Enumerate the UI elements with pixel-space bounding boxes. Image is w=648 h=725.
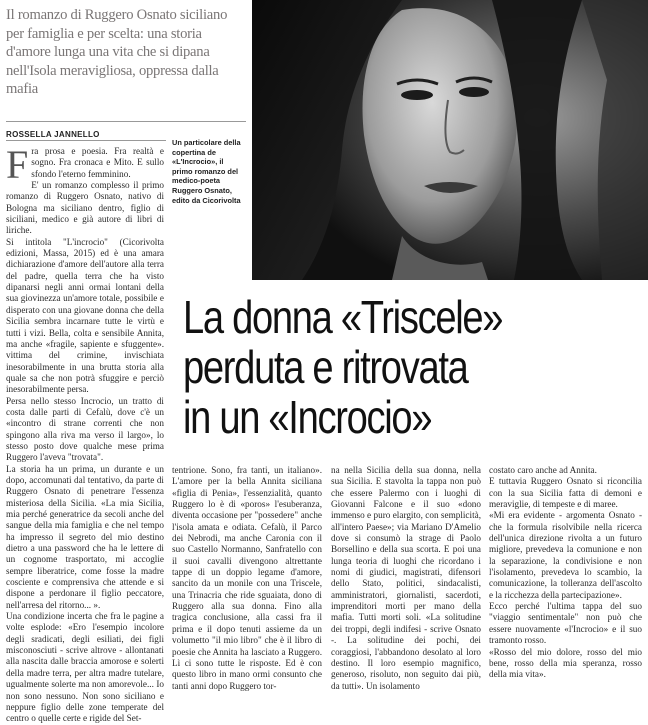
article-paragraph: «Rosso del mio dolore, rosso del mio bene, rosso della mia speranza, rosso della mia vita». (489, 646, 642, 680)
article-paragraph: Persa nello stesso Incrocio, un tratto di costa dalle parti di Cefalù, dove c'è un «incontro di strane correnti che non spingono alla riva ma verso il largo», lo stesso posto dove qualche mese prima Ruggero l'aveva "trovata". (6, 395, 164, 463)
headline-line: perduta e ritrovata (183, 341, 468, 393)
article-paragraph: E tuttavia Ruggero Osnato si riconcilia con la sua Sicilia fatta di demoni e meraviglie, di tempeste e di maree. (489, 476, 642, 510)
portrait-image (252, 0, 648, 280)
article-paragraph: Una condizione incerta che fra le pagine a volte esplode: «Ero l'esempio incolore degli sradicati, degli esiliati, dei figli misconosciuti - scrive altrove - allontanati alla nascita dalle braccia amorose e solerti della madre terra, per altra madre tutelare, ugualmente solerte ma non amorevole... Io non sono nessuno. Non sono siciliano e neppure figlio delle zone temperate del centro o quelle certe e rigide del Set- (6, 611, 164, 724)
article-column-3 (331, 465, 481, 692)
headline (183, 292, 562, 442)
article-paragraph: E' un romanzo complesso il primo romanzo di Ruggero Osnato, nativo di Bologna ma siciliano dentro, figlio di siciliani, medico e già autore di libri di liriche. (6, 180, 164, 236)
article-paragraph: costato caro anche ad Annita. (489, 465, 597, 475)
drop-cap: F (6, 142, 29, 187)
article-paragraph: Ecco perché l'ultima tappa del suo "viaggio sentimentale" non può che essere nuovamente «l'Incrocio» e il suo tramonto rosso. (489, 601, 642, 646)
headline-line: in un «Incrocio» (183, 391, 432, 443)
article-column-1 (6, 142, 164, 725)
photo-caption: Un particolare della copertina de «L'Incrocio», il primo romanzo del medico-poeta Ruggero Osnato, edito da Cicorivolta (172, 138, 241, 205)
divider (6, 140, 166, 141)
article-paragraph: Si intitola "L'incrocio" (Cicorivolta edizioni, Massa, 2015) ed è una amara dichiarazione d'amore dell'autore alla terra del padre, quella terra che ha visto dipanarsi negli anni ormai lontani della sua giovinezza un'amore totale, possibile e disperato con una giovane donna che della Sicilia sembra incarnare tutte le virtù e tutti i vizi. Bella, colta e sensibile Annita, ma anche «fragile, sapiente e sfuggente». vittima del crimine, invischiata inesorabilmente in una brutta storia alla quale sa che non potrà sfuggire e perciò inesorabilmente persa. (6, 236, 164, 395)
article-intro: ra prosa e poesia. Fra realtà e sogno. Fra cronaca e Mito. E sullo sfondo l'eterno femminino. (31, 146, 164, 179)
article-paragraph: na nella Sicilia della sua donna, nella sua Sicilia. E stavolta la tappa non può che essere Palermo con i luoghi di Giovanni Falcone e il suo «dono immenso e puro elargito, con semplicità, all'intero Paese»; via Mariano D'Amelio dove si consumò la strage di Paolo Borsellino e della sua scorta. E poi una lunga teoria di luoghi che ricordano i nomi di giudici, magistrati, difensori dello Stato, politici, sindacalisti, amministratori, giornalisti, sacerdoti, imprenditori morti per mano della mafia. Tutti morti soli. «La solitudine dei troppi, degli indifesi - scrive Osnato -. La solitudine dei pochi, dei coraggiosi, l'abbandono desolato al loro destino. Il loro esempio magnifico, generoso, risoluto, non seguito dai più, da tutti». Un isolamento (331, 465, 481, 691)
headline-line: La donna «Triscele» (183, 291, 503, 343)
article-paragraph: «Mi era evidente - argomenta Osnato - che la formula risolvibile nella ricerca dell'unica direzione rivolta a un futuro migliore, prevedeva la comunione e non la separazione, la condivisione e non l'isolamento, prevedeva lo scambio, la comunicazione, la tolleranza dell'ascolto e la ricchezza della partecipazione». (489, 510, 642, 600)
divider (6, 121, 246, 122)
cover-photo (252, 0, 648, 280)
article-paragraph: tentrione. Sono, fra tanti, un italiano». L'amore per la bella Annita siciliana «figlia di Penia», l'essenzialità, quanto Ruggero lo è di «poros» l'esuberanza, diventa occasione per "possedere" anche l'isola amata e odiata. Cefalù, il Parco dei Nebrodi, ma anche Caronia con il suo Castello Normanno, Sanfratello con il suoi cavalli divengono altrettante tappe di un doppio legame d'amore, sancito da un monile con una Triscele, una Trinacria che ride sguaiata, dono di Ruggero alla sua donna. Fino alla tragica conclusione, alla cassi fra il prima e il dopo tenuti assieme da un volumetto "il mio libro" che è il libro di poesie che Annita ha lasciato a Ruggero. Lì ci sono tutte le risposte. Ed è con questo libro in mano ormi consunto che tanti anni dopo Ruggero tor- (172, 465, 322, 691)
article-column-4 (489, 465, 642, 681)
author-byline: ROSSELLA JANNELLO (6, 130, 100, 139)
article-column-2 (172, 465, 322, 692)
article-paragraph: La storia ha un prima, un durante e un dopo, accomunati dal tentativo, da parte di Ruggero Osnato di penetrare l'essenza misteriosa della Sicilia. «La mia Sicilia, mia perché generatrice da secoli anche del sangue della mia famiglia e che nel tempo ha impresso il segreto del mio destino dietro a una password che ha le lettere di un cognome trasportato, mi accoglie sempre liberatrice, come fosse la madre cosciente e comprensiva che attende e si dispone a perdonare il figlio peccatore, nell'arresa del ritorno... ». (6, 463, 164, 610)
lead-paragraph: Il romanzo di Ruggero Osnato siciliano per famiglia e per scelta: una storia d'amore lunga una vita che si dipana nell'Isola meravigliosa, oppressa dalla mafia (6, 7, 228, 98)
